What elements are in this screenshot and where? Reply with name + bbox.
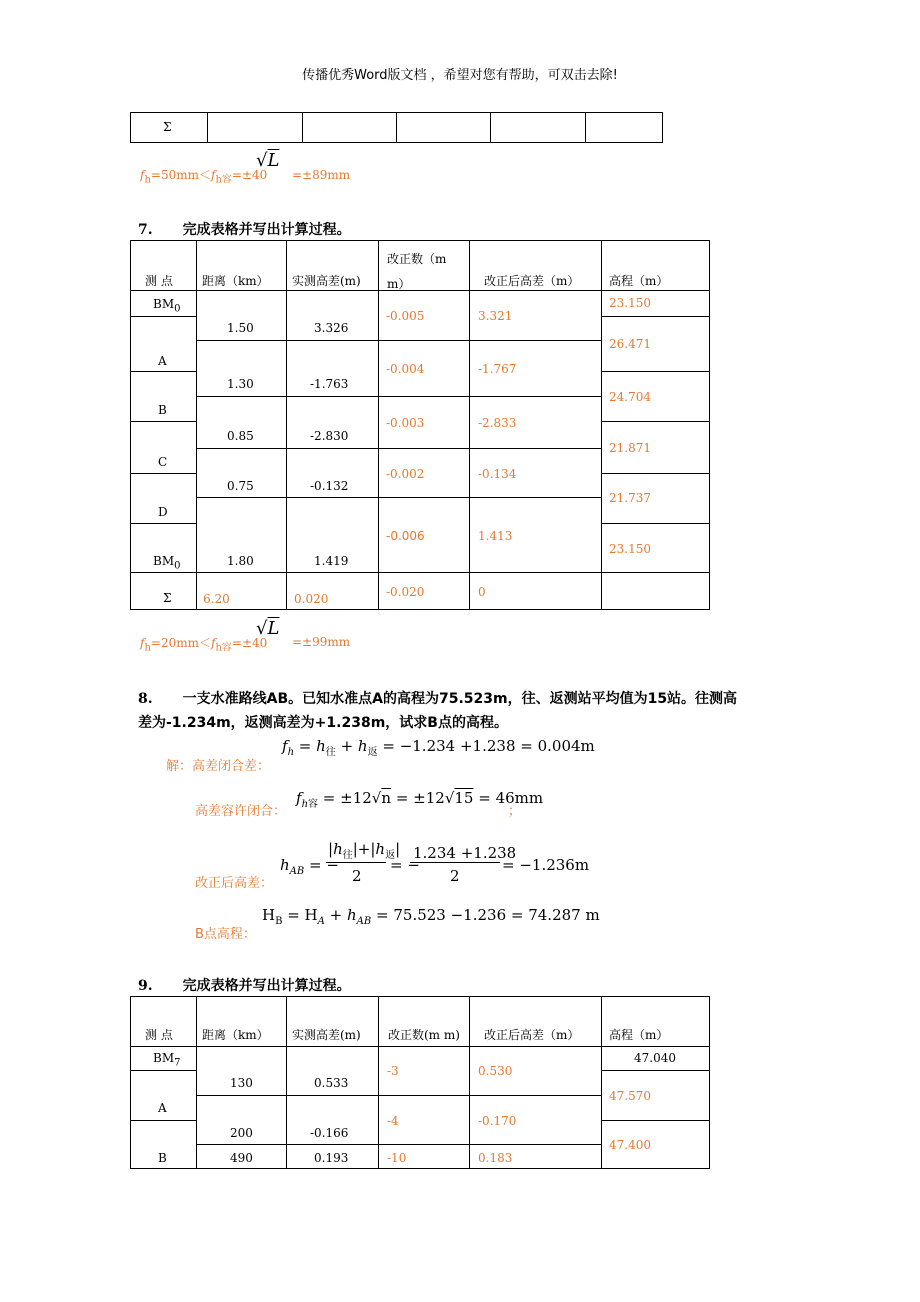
q7-corrected-5: 1.413 [478,529,513,543]
q7-distance-sum: 6.20 [203,592,230,606]
q7-distance-1: 1.50 [227,321,254,335]
q9-header-measured: 实测高差(m) [292,1028,361,1042]
q9-corrected-2: -0.170 [478,1114,517,1128]
formula-2-sqrt: √L [256,618,280,639]
q9-point-a: A [158,1101,167,1115]
q9-measured-3: 0.193 [314,1151,349,1165]
q7-correction-1: -0.005 [386,309,425,323]
q8-solution-label-2: 高差容许闭合： [195,804,287,819]
q9-measured-2: -0.166 [310,1126,349,1140]
q9-point-b: B [158,1151,167,1165]
formula-1-result: =±89mm [292,168,351,182]
q9-elevation-a: 47.570 [609,1089,651,1103]
q7-header-elevation: 高程（m） [609,274,669,288]
q9-header-correction: 改正数(m m) [388,1028,460,1042]
q7-corrected-1: 3.321 [478,309,513,323]
q7-correction-2: -0.004 [386,362,425,376]
q7-header-point: 测 点 [145,274,173,288]
q7-corrected-2: -1.767 [478,362,517,376]
page-header: 传播优秀Word版文档 ，希望对您有帮助，可双击去除! [302,68,618,83]
q7-measured-2: -1.763 [310,377,349,391]
q7-elevation-c: 21.871 [609,441,651,455]
q7-point-d: D [158,505,168,519]
q9-distance-3: 490 [230,1151,253,1165]
q9-elevation-bm7: 47.040 [634,1051,676,1065]
q9-correction-2: -4 [387,1114,399,1128]
q7-correction-4: -0.002 [386,467,425,481]
q7-elevation-bm0: 23.150 [609,296,651,310]
q7-elevation-a: 26.471 [609,337,651,351]
q7-measured-sum: 0.020 [294,592,329,606]
q9-corrected-3: 0.183 [478,1151,513,1165]
q7-point-sum: Σ [163,591,172,605]
q8-line-1: 8. 一支水准路线AB。已知水准点A的高程为75.523m，往、返测站平均值为15站。往测高 [138,691,738,707]
q7-measured-5: 1.419 [314,554,349,568]
q8-equation-2: $f_{h容} = \pm 12√n = \pm 12√15 = 46mm$ [296,789,544,810]
q9-header-corrected: 改正后高差（m） [484,1028,580,1042]
q9-distance-2: 200 [230,1126,253,1140]
q7-correction-3: -0.003 [386,416,425,430]
q9-corrected-1: 0.530 [478,1064,513,1078]
q7-elevation-b: 24.704 [609,390,651,404]
q7-measured-1: 3.326 [314,321,349,335]
q7-distance-4: 0.75 [227,479,254,493]
q7-title: 7. 完成表格并写出计算过程。 [138,222,351,238]
q7-point-bm0: $BM_0$ [153,297,181,315]
formula-2-result: =±99mm [292,635,351,649]
q8-equation-1: $f_h = h_往 + h_返 = -1.234 +1.238 = 0.004m$ [282,737,595,758]
q7-point-bm0-end: $BM_0$ [153,554,181,572]
q9-correction-1: -3 [387,1064,399,1078]
q7-correction-sum: -0.020 [386,585,425,599]
q7-corrected-4: -0.134 [478,467,517,481]
q8-solution-label-4: B点高程： [195,927,256,942]
q7-header-correction: 改正数（m m） [387,252,447,291]
formula-1: $f_h=50mm<f_{h容}=\pm 40$ [140,168,268,186]
formula-2: $f_h=20mm<f_{h容}=\pm 40$ [140,636,268,654]
q8-semicolon: ； [508,804,522,819]
q7-point-a: A [158,354,167,368]
q9-correction-3: -10 [387,1151,407,1165]
q7-corrected-sum: 0 [478,585,486,599]
q7-elevation-bm0-end: 23.150 [609,542,651,556]
q7-header-distance: 距离（km） [202,274,269,288]
q7-corrected-3: -2.833 [478,416,517,430]
q7-point-c: C [158,455,168,469]
formula-1-sqrt: √L [256,150,280,171]
q9-title: 9. 完成表格并写出计算过程。 [138,978,351,994]
q8-line-2: 差为-1.234m，返测高差为+1.238m，试求B点的高程。 [138,715,508,731]
q7-distance-2: 1.30 [227,377,254,391]
top-sigma: Σ [163,120,172,134]
q9-measured-1: 0.533 [314,1076,349,1090]
q7-elevation-d: 21.737 [609,491,651,505]
q7-measured-3: -2.830 [310,429,349,443]
q7-distance-5: 1.80 [227,554,254,568]
q7-header-measured: 实测高差(m) [292,274,361,288]
q8-equation-4: $H_B = H_A + h_{AB} = 75.523 -1.236 = 74.287$ m [262,906,600,927]
q7-distance-3: 0.85 [227,429,254,443]
q7-measured-4: -0.132 [310,479,349,493]
q9-point-bm7: $BM_7$ [153,1051,181,1069]
q9-distance-1: 130 [230,1076,253,1090]
q9-elevation-b: 47.400 [609,1138,651,1152]
q8-solution-label-1: 解：高差闭合差： [166,759,271,774]
q9-header-point: 测 点 [145,1028,173,1042]
q9-header-distance: 距离（km） [202,1028,269,1042]
q8-solution-label-3: 改正后高差： [195,876,274,891]
q7-point-b: B [158,403,167,417]
q9-header-elevation: 高程（m） [609,1028,669,1042]
q7-header-corrected: 改正后高差（m） [484,274,580,288]
q7-correction-5: -0.006 [386,529,425,543]
